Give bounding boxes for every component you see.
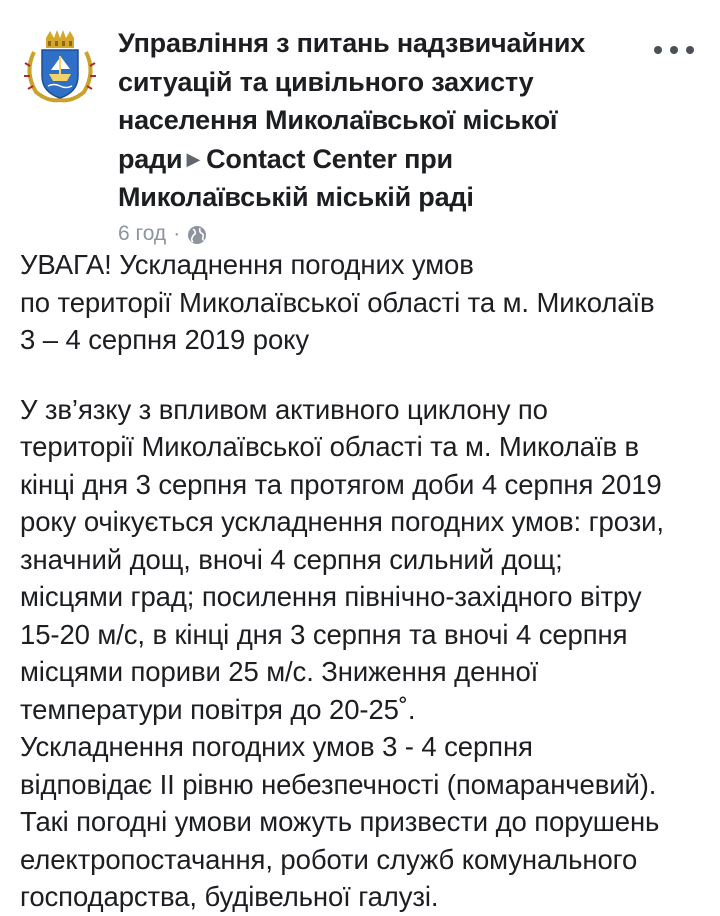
target-page-name-line[interactable]: Миколаївській міській раді bbox=[118, 182, 474, 212]
body-line: значний дощ, вночі 4 серпня сильний дощ; bbox=[20, 543, 563, 575]
author-name-line-with-target bbox=[118, 140, 638, 179]
body-line: території Миколаївської області та м. Миколаїв в bbox=[20, 431, 640, 462]
page-avatar[interactable] bbox=[20, 26, 100, 106]
body-line: Такі погодні умови можуть призвести до порушень bbox=[20, 806, 660, 837]
globe-icon bbox=[187, 224, 207, 244]
body-line: року очікується ускладнення погодних умов: грози, bbox=[20, 506, 664, 537]
more-options-icon[interactable] bbox=[654, 40, 694, 60]
author-name-line[interactable]: населення Миколаївської міської bbox=[118, 105, 558, 135]
body-line: місцями пориви 25 м/с. Зниження денної bbox=[20, 656, 539, 687]
meta-separator: · bbox=[173, 221, 181, 245]
body-line: відповідає ІІ рівню небезпечності (помаранчевий). bbox=[20, 768, 657, 800]
body-line: електропостачання, роботи служб комунального bbox=[20, 843, 638, 875]
body-line: температури повітря до 20-25˚. bbox=[20, 693, 416, 725]
body-line: кінці дня 3 серпня та протягом доби 4 серпня 2019 bbox=[20, 468, 662, 500]
post-body bbox=[20, 246, 710, 916]
post-timestamp[interactable]: 6 год bbox=[118, 221, 167, 245]
post-header bbox=[0, 0, 720, 245]
author-name-line[interactable]: ситуацій та цивільного захисту bbox=[118, 66, 534, 97]
more-dot bbox=[670, 46, 678, 54]
paragraph-gap bbox=[20, 359, 710, 391]
author-name-line[interactable]: Управління з питань надзвичайних bbox=[118, 28, 586, 58]
post-meta bbox=[118, 219, 638, 249]
body-line: 15-20 м/с, в кінці дня 3 серпня та вночі 4 серпня bbox=[20, 618, 628, 650]
heading-line: УВАГА! Ускладнення погодних умов bbox=[20, 249, 474, 280]
heading-line: 3 – 4 серпня 2019 року bbox=[20, 324, 310, 355]
body-line: У зв’язку з впливом активного циклону по bbox=[20, 393, 548, 425]
author-name[interactable] bbox=[118, 24, 638, 217]
body-line: господарства, будівельної галузі. bbox=[20, 881, 439, 912]
post-heading bbox=[20, 246, 710, 359]
more-dot bbox=[654, 46, 662, 54]
author-name-line[interactable]: ради bbox=[118, 143, 183, 174]
coat-of-arms-icon bbox=[20, 26, 100, 106]
body-line: місцями град; посилення північно-західного вітру bbox=[20, 581, 642, 612]
heading-line: по території Миколаївської області та м. Миколаїв bbox=[20, 286, 655, 318]
body-line: Ускладнення погодних умов 3 - 4 серпня bbox=[20, 731, 533, 762]
post-header-text bbox=[118, 24, 638, 249]
target-page-name[interactable]: Contact Center при bbox=[206, 143, 453, 174]
post-text bbox=[20, 391, 710, 916]
triangle-right-icon: ▶ bbox=[186, 148, 201, 169]
more-dot bbox=[686, 46, 694, 54]
